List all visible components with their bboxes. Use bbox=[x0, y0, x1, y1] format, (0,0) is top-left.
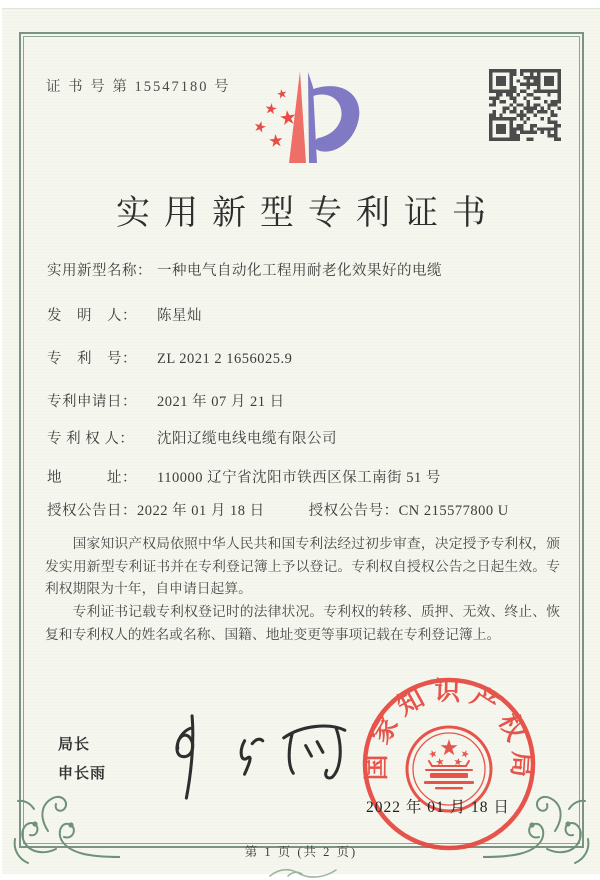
certificate-title: 实用新型专利证书 bbox=[116, 195, 500, 232]
qr-code bbox=[489, 69, 561, 141]
grant-number bbox=[309, 499, 509, 520]
legal-paragraph-1: 国家知识产权局依照中华人民共和国专利法经过初步审查，决定授予专利权，颁发实用新型专利证书并在专利登记簿上予以登记。专利权自授权公告之日起生效。专利权期限为十年，自申请日起算。 bbox=[45, 536, 560, 597]
official-seal bbox=[358, 673, 540, 855]
certificate-paper bbox=[2, 8, 600, 874]
next-page-ornament-icon bbox=[268, 866, 338, 878]
field-row-filing-date bbox=[47, 390, 565, 411]
commissioner-signature bbox=[152, 707, 362, 807]
field-label: 地 址： bbox=[47, 470, 137, 486]
field-row-inventor bbox=[47, 304, 565, 325]
grant-number-value: CN 215577800 U bbox=[398, 503, 509, 519]
field-label: 发 明 人： bbox=[47, 308, 137, 324]
commissioner-name: 申长雨 bbox=[58, 765, 107, 782]
field-value: 一种电气自动化工程用耐老化效果好的电缆 bbox=[157, 263, 442, 279]
grant-number-label: 授权公告号： bbox=[308, 503, 399, 519]
field-row-patent-number bbox=[47, 347, 565, 368]
field-row-grant bbox=[47, 499, 565, 520]
cnipa-logo-icon bbox=[245, 65, 367, 177]
field-label: 专 利 号： bbox=[47, 351, 137, 367]
field-label: 专利申请日： bbox=[47, 394, 137, 410]
commissioner-title: 局长 bbox=[58, 736, 91, 753]
grant-date bbox=[47, 499, 265, 520]
page-number: 第 1 页 (共 2 页) bbox=[244, 845, 358, 859]
field-value: 陈星灿 bbox=[157, 308, 202, 324]
field-value: 2021 年 07 月 21 日 bbox=[157, 394, 285, 410]
seal-date: 2022 年 01 月 18 日 bbox=[366, 799, 510, 816]
certificate-number: 证 书 号 第 15547180 号 bbox=[46, 79, 231, 95]
field-label: 实用新型名称： bbox=[47, 263, 152, 279]
field-value: ZL 2021 2 1656025.9 bbox=[157, 351, 293, 367]
field-row-invention-name bbox=[47, 259, 565, 280]
legal-text bbox=[45, 533, 560, 646]
seal-arc-text: 国家知识产权局 bbox=[361, 676, 537, 787]
field-row-address bbox=[47, 466, 565, 487]
field-value: 110000 辽宁省沈阳市铁西区保工南街 51 号 bbox=[157, 470, 441, 486]
field-row-patentee bbox=[47, 427, 565, 448]
grant-date-label: 授权公告日： bbox=[47, 503, 137, 519]
legal-paragraph-2: 专利证书记载专利权登记时的法律状况。专利权的转移、质押、无效、终止、恢复和专利权人的姓名或名称、国籍、地址变更等事项记载在专利登记簿上。 bbox=[45, 603, 560, 642]
grant-date-value: 2022 年 01 月 18 日 bbox=[137, 503, 265, 519]
field-value: 沈阳辽缆电线电缆有限公司 bbox=[157, 431, 337, 447]
field-label: 专 利 权 人： bbox=[47, 431, 135, 447]
